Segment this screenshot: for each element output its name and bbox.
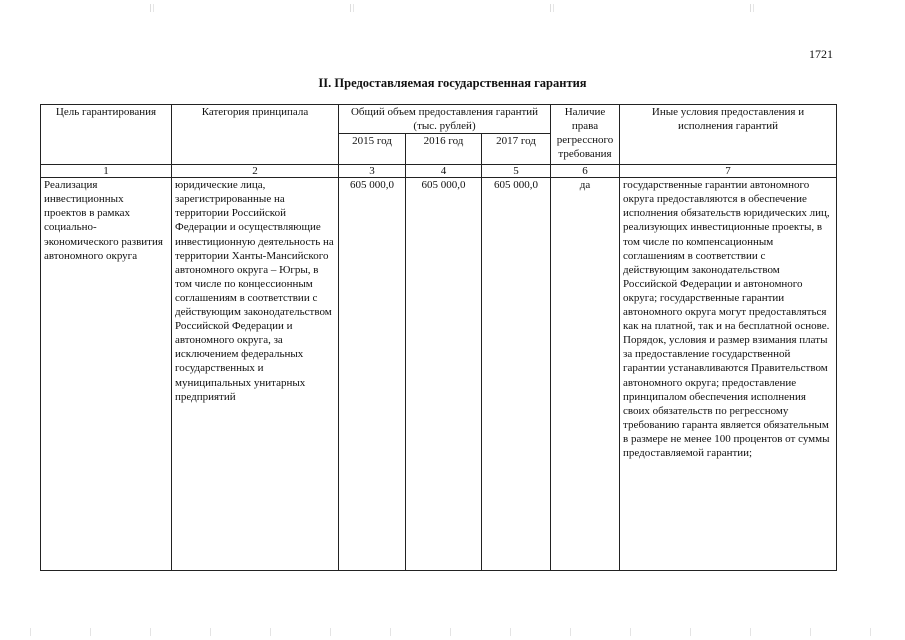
header-year-2016: 2016 год [406, 134, 482, 165]
column-number: 7 [620, 165, 837, 178]
header-row-top [41, 105, 837, 134]
column-number-row [41, 165, 837, 178]
section-title: II. Предоставляемая государственная гарантия [318, 76, 587, 90]
scan-artifact-top [0, 4, 905, 12]
column-number: 2 [172, 165, 339, 178]
column-number: 5 [482, 165, 551, 178]
conditions-cell: государственные гарантии автономного округа предоставляются в обеспечение исполнения обязательств юридических лиц, реализующих инвестиционные проекты, в том числе по компенсационным соглашениям в соответствии с действующим законодательством Российской Федерации и автономного округа; государственные гарантии автономного округа могут предоставляться как на платной, так и на бесплатной основе. Порядок, условия и размер взимания платы за предоставление государственной гарантии устанавливаются Правительством автономного округа; предоставление принципалом обеспечения исполнения своих обязательств по регрессному требованию гаранта является обязательным в размере не менее 100 процентов от суммы предоставляемой гарантии; [620, 178, 837, 571]
column-number: 6 [551, 165, 620, 178]
header-principal: Категория принципала [172, 105, 339, 165]
table-row [41, 178, 837, 571]
header-recourse: Наличие права регрессного требования [551, 105, 620, 165]
page-number: 1721 [809, 47, 833, 61]
column-number: 3 [339, 165, 406, 178]
header-year-2017: 2017 год [482, 134, 551, 165]
header-purpose: Цель гарантирования [41, 105, 172, 165]
principal-cell: юридические лица, зарегистрированные на территории Российской Федерации и осуществляющие инвестиционную деятельность на территории Ханты-Мансийского автономного округа – Югры, в том числе по концессионным соглашениям в соответствии с действующим законодательством Российской Федерации и автономного округа, за исключением федеральных государственных и муниципальных унитарных предприятий [172, 178, 339, 571]
amount-2016-cell: 605 000,0 [406, 178, 482, 571]
header-total-volume: Общий объем предоставления гарантий (тыс. рублей) [339, 105, 551, 134]
amount-2017-cell: 605 000,0 [482, 178, 551, 571]
column-number: 1 [41, 165, 172, 178]
guarantee-table [40, 104, 837, 571]
header-conditions: Иные условия предоставления и исполнения гарантий [620, 105, 837, 165]
recourse-cell: да [551, 178, 620, 571]
purpose-cell: Реализация инвестиционных проектов в рамках социально-экономического развития автономного округа [41, 178, 172, 571]
amount-2015-cell: 605 000,0 [339, 178, 406, 571]
column-number: 4 [406, 165, 482, 178]
scan-artifact-bottom [0, 628, 905, 636]
header-year-2015: 2015 год [339, 134, 406, 165]
